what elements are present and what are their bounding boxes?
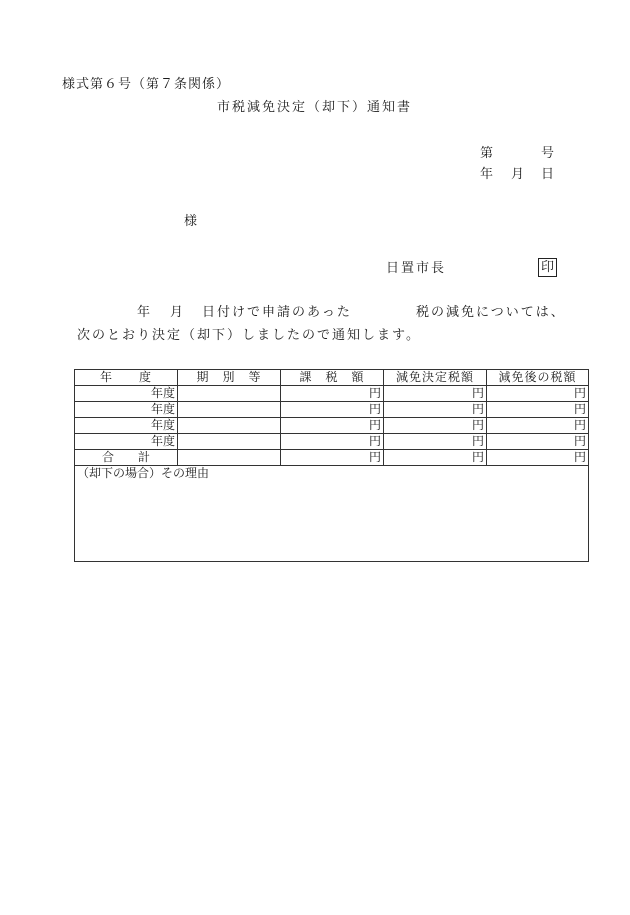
header-fiscal-year: 年 度 <box>75 370 178 386</box>
reduction-cell: 円 <box>384 434 487 450</box>
after-cell: 円 <box>487 418 589 434</box>
table-header-row <box>75 370 589 386</box>
reduction-cell: 円 <box>384 418 487 434</box>
reason-cell <box>75 466 589 562</box>
fiscal-year-cell: 年度 <box>75 402 178 418</box>
reason-row <box>75 466 589 562</box>
seal-stamp: 印 <box>538 258 557 277</box>
header-reduction-amount: 減免決定税額 <box>384 370 487 386</box>
date-month-label: 月 <box>511 167 525 182</box>
number-prefix: 第 <box>480 146 494 161</box>
assessed-cell: 円 <box>281 418 384 434</box>
period-cell <box>178 418 281 434</box>
table-row <box>75 418 589 434</box>
body-decision-text: 次のとおり決定（却下）しましたので通知します。 <box>77 328 421 343</box>
number-suffix: 号 <box>541 146 555 161</box>
form-number: 様式第６号（第７条関係） <box>62 77 231 92</box>
header-period: 期 別 等 <box>178 370 281 386</box>
total-after-cell: 円 <box>487 450 589 466</box>
body-year-label: 年 <box>137 305 151 320</box>
total-assessed-cell: 円 <box>281 450 384 466</box>
period-cell <box>178 402 281 418</box>
reduction-cell: 円 <box>384 402 487 418</box>
total-period-cell <box>178 450 281 466</box>
header-tax-after-reduction: 減免後の税額 <box>487 370 589 386</box>
assessed-cell: 円 <box>281 434 384 450</box>
body-application-text: 日付けで申請のあった <box>202 305 352 320</box>
after-cell: 円 <box>487 402 589 418</box>
total-label: 合 計 <box>75 450 178 466</box>
reduction-cell: 円 <box>384 386 487 402</box>
period-cell <box>178 386 281 402</box>
date-year-label: 年 <box>480 167 494 182</box>
table-row <box>75 434 589 450</box>
table-total-row <box>75 450 589 466</box>
after-cell: 円 <box>487 434 589 450</box>
fiscal-year-cell: 年度 <box>75 418 178 434</box>
date-day-label: 日 <box>541 167 555 182</box>
recipient-honorific: 様 <box>184 214 198 229</box>
document-title: 市税減免決定（却下）通知書 <box>217 100 413 115</box>
table-row <box>75 402 589 418</box>
body-month-label: 月 <box>170 305 184 320</box>
fiscal-year-cell: 年度 <box>75 434 178 450</box>
assessed-cell: 円 <box>281 402 384 418</box>
header-assessed-tax: 課 税 額 <box>281 370 384 386</box>
body-tax-reduction-text: 税の減免については、 <box>416 305 566 320</box>
reason-label: （却下の場合）その理由 <box>77 466 210 480</box>
fiscal-year-cell: 年度 <box>75 386 178 402</box>
total-reduction-cell: 円 <box>384 450 487 466</box>
tax-reduction-table <box>74 369 589 562</box>
issuer-name: 日置市長 <box>386 261 447 276</box>
table-row <box>75 386 589 402</box>
period-cell <box>178 434 281 450</box>
after-cell: 円 <box>487 386 589 402</box>
assessed-cell: 円 <box>281 386 384 402</box>
